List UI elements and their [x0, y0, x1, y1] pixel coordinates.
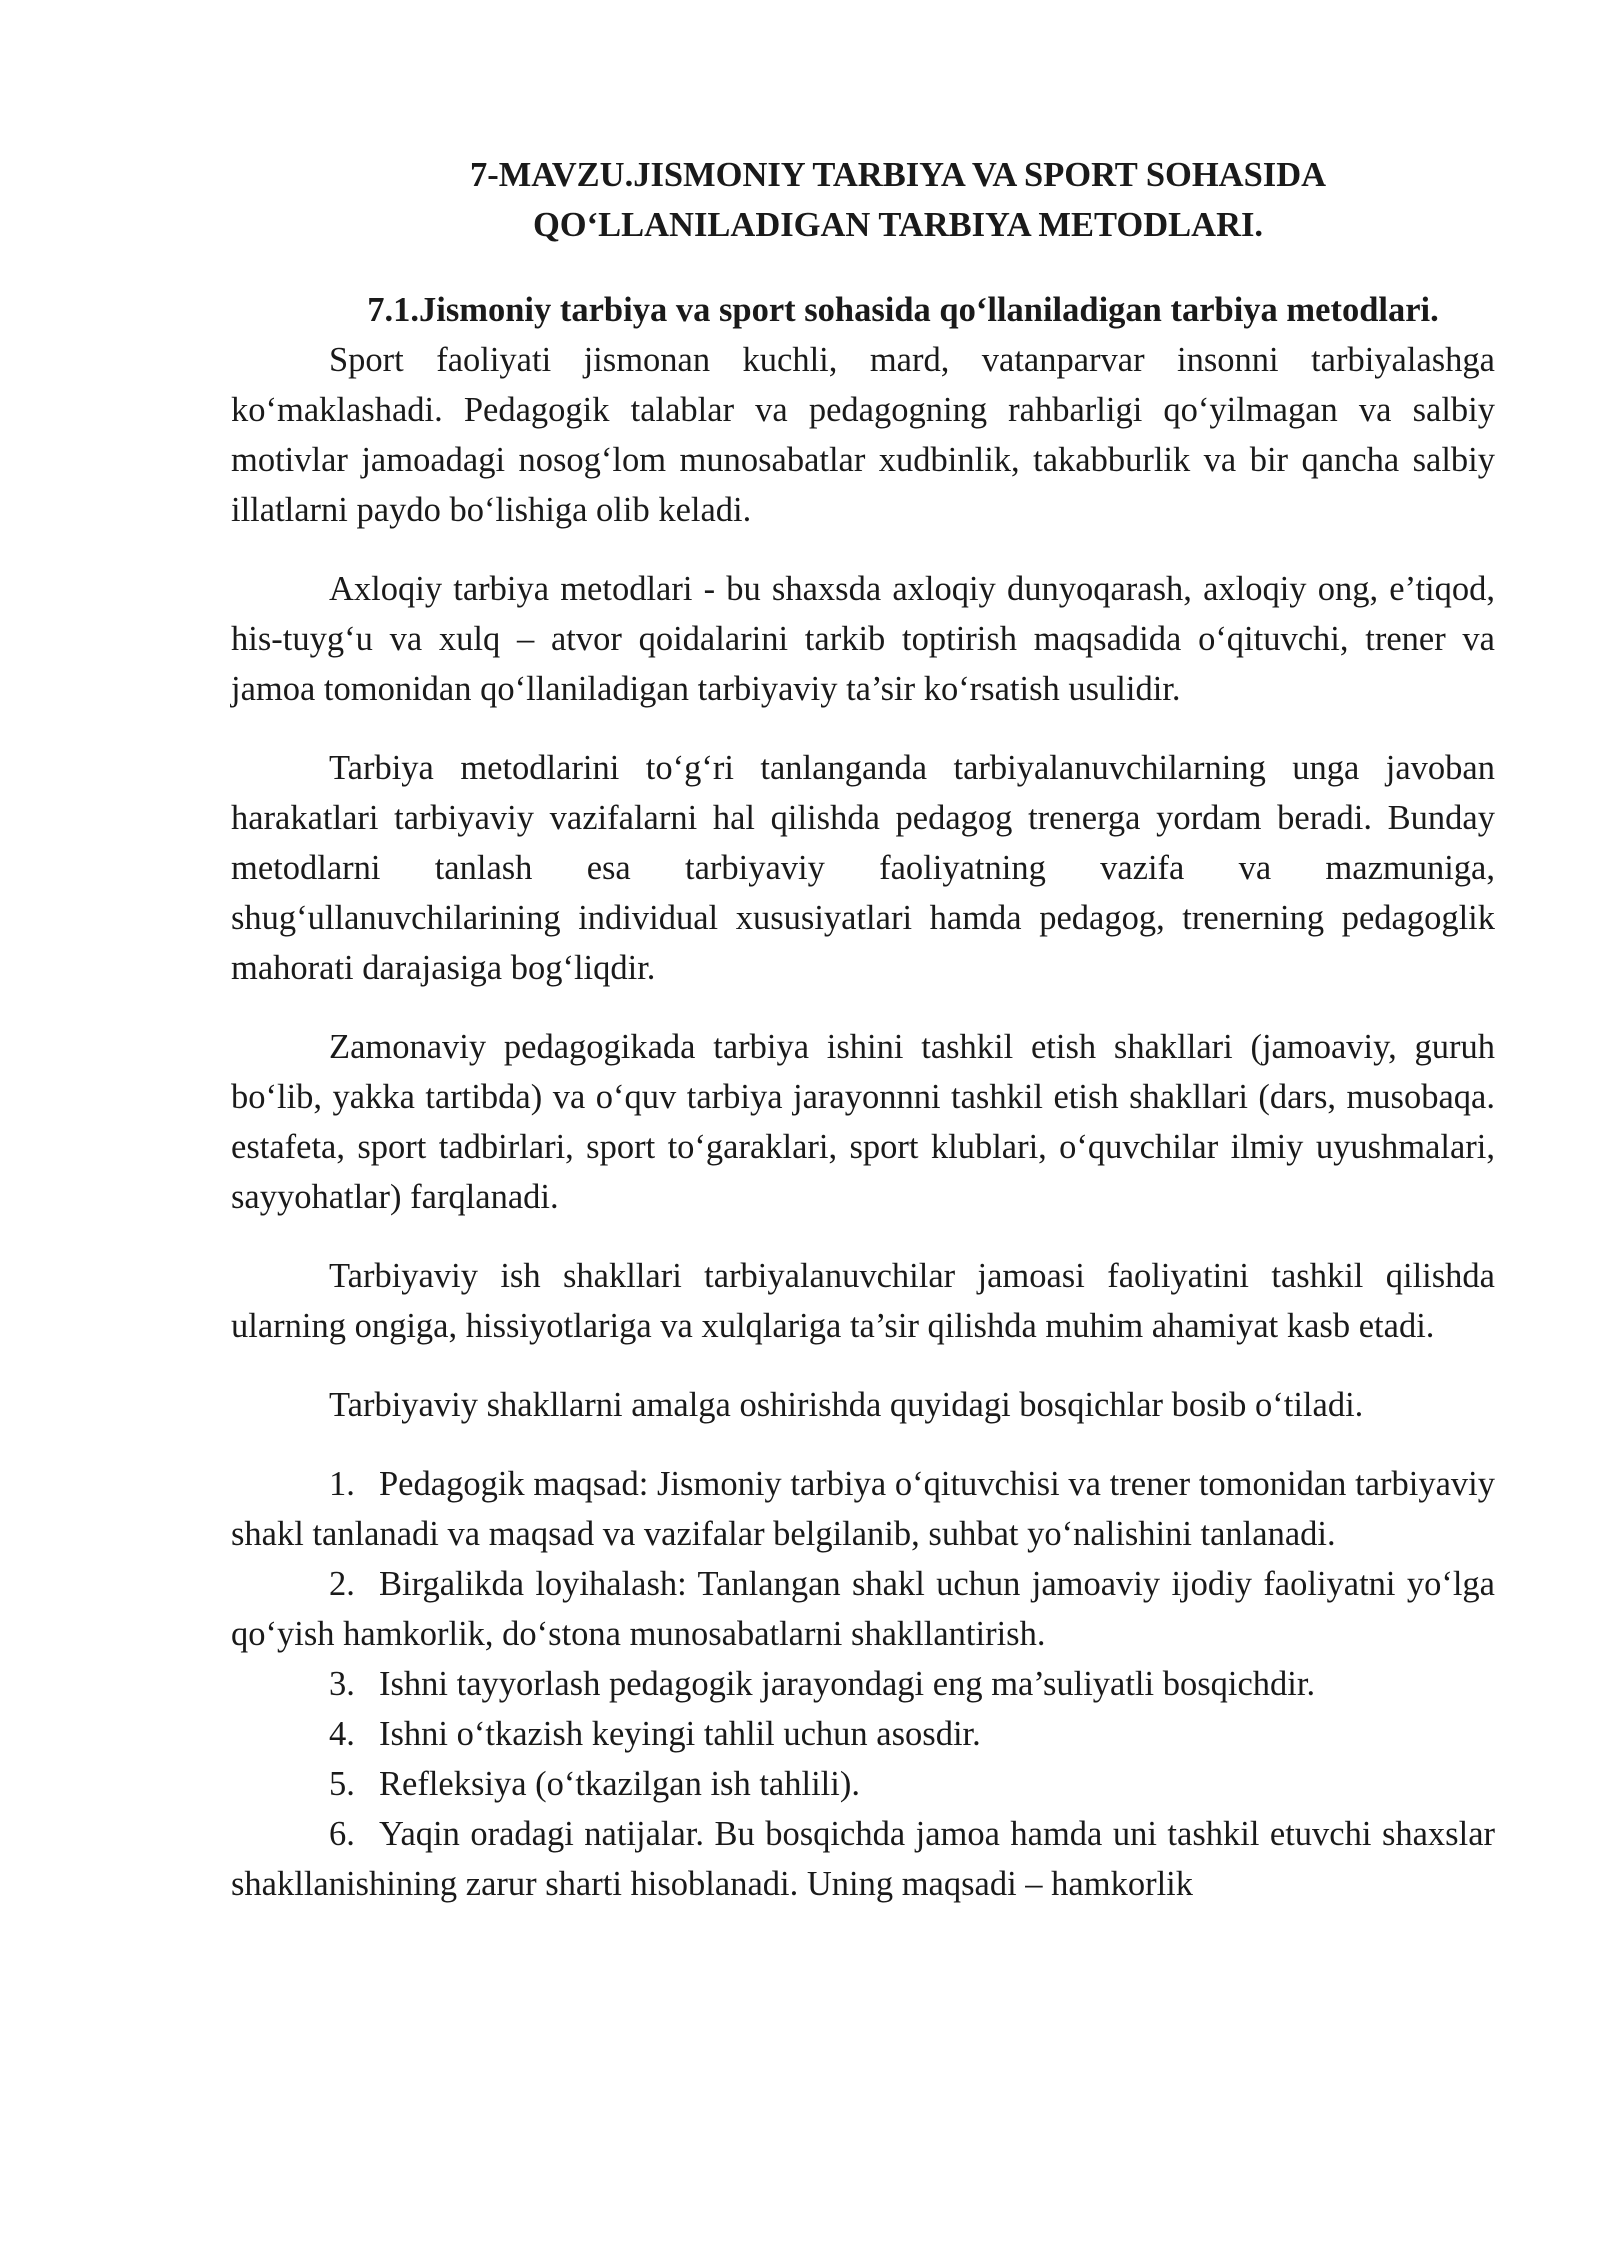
list-number: 4.	[329, 1715, 355, 1753]
page-title: 7-MAVZU.JISMONIY TARBIYA VA SPORT SOHASIDA QO‘LLANILADIGAN TARBIYA METODLARI.	[469, 156, 1327, 244]
list-item	[231, 1659, 1495, 1709]
list-text: Ishni tayyorlash pedagogik jarayondagi eng ma’suliyatli bosqichdir.	[379, 1665, 1316, 1703]
section-subtitle: 7.1.Jismoniy tarbiya va sport sohasida qo‘llaniladigan tarbiya metodlari.	[367, 291, 1439, 329]
paragraph-1: Sport faoliyati jismonan kuchli, mard, vatanparvar insonni tarbiyalashga ko‘maklashadi. Pedagogik talablar va pedagogning rahbarligi qo‘yilmagan va salbiy motivlar jamoadagi nosog‘lom munosabatlar xudbinlik, takabburlik va bir qancha salbiy illatlarni paydo bo‘lishiga olib keladi.	[231, 341, 1495, 529]
list-text: Ishni o‘tkazish keyingi tahlil uchun asosdir.	[379, 1715, 981, 1753]
page-content	[231, 150, 1495, 1909]
list-text: Refleksiya (o‘tkazilgan ish tahlili).	[379, 1765, 860, 1803]
stages-list	[231, 1459, 1495, 1909]
list-item	[231, 1809, 1495, 1909]
paragraph-4: Zamonaviy pedagogikada tarbiya ishini tashkil etish shakllari (jamoaviy, guruh bo‘lib, yakka tartibda) va o‘quv tarbiya jarayonnni tashkil etish shakllari (dars, musobaqa. estafeta, sport tadbirlari, sport to‘garaklari, sport klublari, o‘quvchilar ilmiy uyushmalari, sayyohatlar) farqlanadi.	[231, 1028, 1495, 1216]
list-number: 5.	[329, 1765, 355, 1803]
paragraph-6: Tarbiyaviy shakllarni amalga oshirishda quyidagi bosqichlar bosib o‘tiladi.	[329, 1386, 1364, 1424]
list-text: Birgalikda loyihalash: Tanlangan shakl uchun jamoaviy ijodiy faoliyatni yo‘lga qo‘yish hamkorlik, do‘stona munosabatlarni shakllantirish.	[231, 1565, 1495, 1653]
list-item	[231, 1559, 1495, 1659]
list-item	[231, 1459, 1495, 1559]
list-number: 2.	[329, 1565, 355, 1603]
list-item	[231, 1759, 1495, 1809]
list-text: Yaqin oradagi natijalar. Bu bosqichda jamoa hamda uni tashkil etuvchi shaxslar shakllanishining zarur sharti hisoblanadi. Uning maqsadi – hamkorlik	[231, 1815, 1495, 1903]
list-number: 1.	[329, 1465, 355, 1503]
list-number: 3.	[329, 1665, 355, 1703]
paragraph-3: Tarbiya metodlarini to‘g‘ri tanlanganda tarbiyalanuvchilarning unga javoban harakatlari tarbiyaviy vazifalarni hal qilishda pedagog trenerga yordam beradi. Bunday metodlarni tanlash esa tarbiyaviy faoliyatning vazifa va mazmuniga, shug‘ullanuvchilarining individual xususiyatlari hamda pedagog, trenerning pedagoglik mahorati darajasiga bog‘liqdir.	[231, 749, 1495, 987]
list-number: 6.	[329, 1815, 355, 1853]
paragraph-5: Tarbiyaviy ish shakllari tarbiyalanuvchilar jamoasi faoliyatini tashkil qilishda ularning ongiga, hissiyotlariga va xulqlariga ta’sir qilishda muhim ahamiyat kasb etadi.	[231, 1257, 1495, 1345]
list-item	[231, 1709, 1495, 1759]
list-text: Pedagogik maqsad: Jismoniy tarbiya o‘qituvchisi va trener tomonidan tarbiyaviy shakl tanlanadi va maqsad va vazifalar belgilanib, suhbat yo‘nalishini tanlanadi.	[231, 1465, 1495, 1553]
paragraph-2: Axloqiy tarbiya metodlari - bu shaxsda axloqiy dunyoqarash, axloqiy ong, e’tiqod, his-tuyg‘u va xulq – atvor qoidalarini tarkib toptirish maqsadida o‘qituvchi, trener va jamoa tomonidan qo‘llaniladigan tarbiyaviy ta’sir ko‘rsatish usulidir.	[231, 570, 1495, 708]
